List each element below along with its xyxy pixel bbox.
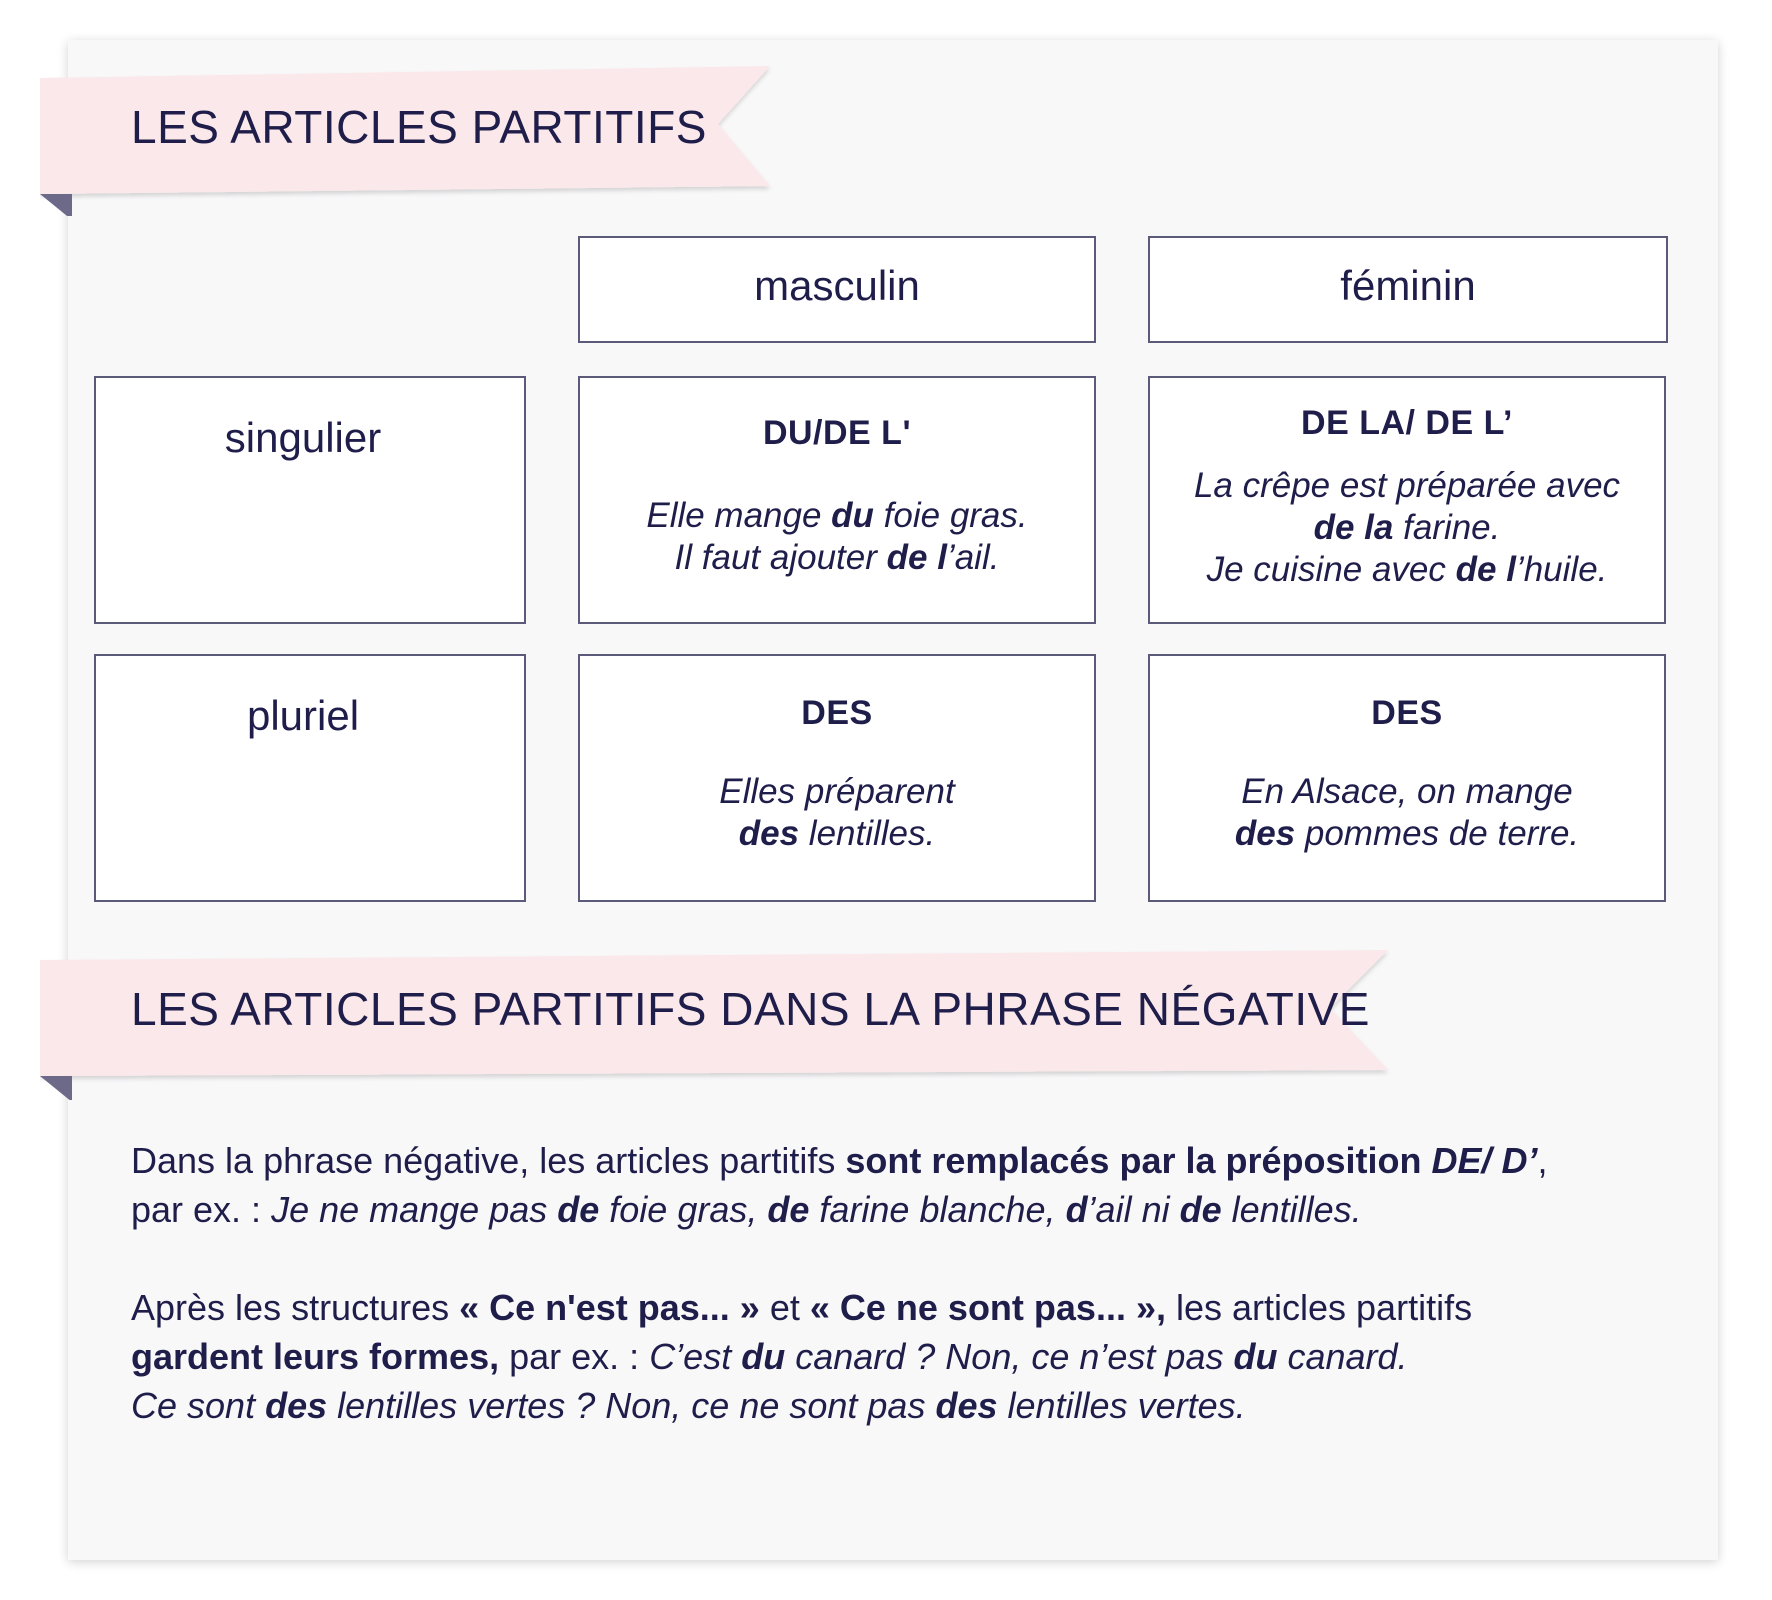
paragraph-negative-rule: Dans la phrase négative, les articles partitifs sont remplacés par la préposition DE/ D’, par ex. : Je ne mange pas de foie gras, de farine blanche, d’ail ni de lentilles. xyxy=(131,1140,1548,1230)
example-text: Elle mange du foie gras. Il faut ajouter de l’ail. xyxy=(646,496,1028,577)
example-text: Elles préparent des lentilles. xyxy=(719,772,955,853)
cell-singulier-feminin: DE LA/ DE L’ La crêpe est préparée avec de la farine. Je cuisine avec de l’huile. xyxy=(1148,376,1666,624)
cell-pluriel-feminin: DES En Alsace, on mange des pommes de terre. xyxy=(1148,654,1666,902)
section-title: LES ARTICLES PARTITIFS xyxy=(131,101,707,153)
col-header-masculin: masculin xyxy=(578,236,1096,343)
example-text: En Alsace, on mange des pommes de terre. xyxy=(1234,772,1580,853)
paragraph-structures-rule: Après les structures « Ce n'est pas... » et « Ce ne sont pas... », les articles partitifs gardent leurs formes, par ex. : C’est du canard ? Non, ce n’est pas du canard. Ce sont des lentilles vertes ? Non, ce ne sont pas des lentilles vertes. xyxy=(131,1287,1473,1426)
col-header-feminin: féminin xyxy=(1148,236,1668,343)
cell-singulier-masculin: DU/DE L' Elle mange du foie gras. Il faut ajouter de l’ail. xyxy=(578,376,1096,624)
row-header-pluriel: pluriel xyxy=(94,654,526,902)
example-text: La crêpe est préparée avec de la farine. Je cuisine avec de l’huile. xyxy=(1193,466,1621,589)
section-title: LES ARTICLES PARTITIFS DANS LA PHRASE NÉGATIVE xyxy=(131,983,1370,1035)
cell-pluriel-masculin: DES Elles préparent des lentilles. xyxy=(578,654,1096,902)
row-header-singulier: singulier xyxy=(94,376,526,624)
